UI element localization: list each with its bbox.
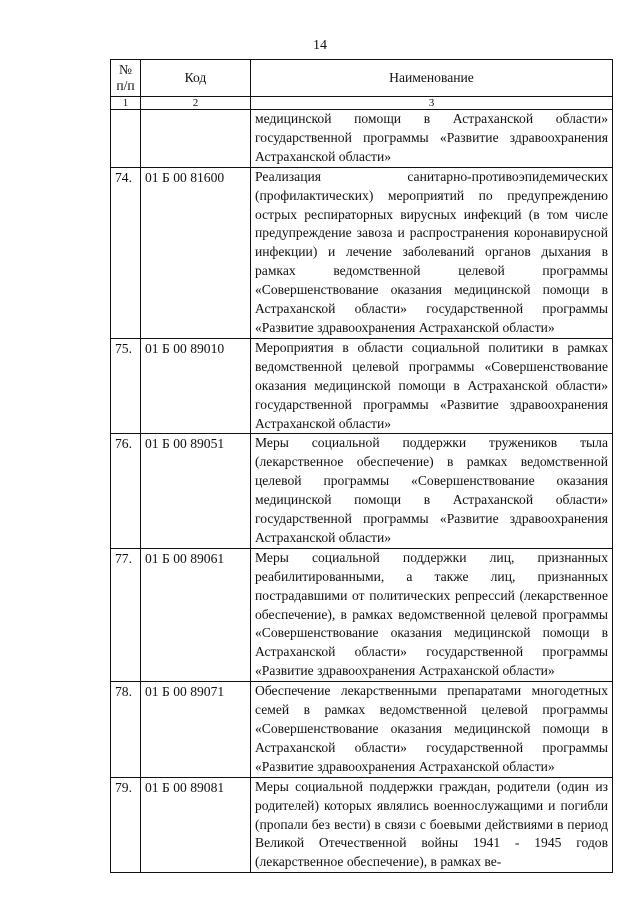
row-name: медицинской помощи в Астраханской области» государственной программы «Развитие здравоохранения Астраханской области» bbox=[251, 110, 613, 168]
row-number: 76. bbox=[111, 434, 141, 548]
row-name: Меры социальной поддержки тружеников тыла (лекарственное обеспечение) в рамках ведомственной целевой программы «Совершенствование оказания медицинской помощи в Астраханской области» государственной программы «Развитие здравоохранения Астраханской области» bbox=[251, 434, 613, 548]
row-code: 01 Б 00 89081 bbox=[141, 777, 251, 873]
row-code: 01 Б 00 81600 bbox=[141, 167, 251, 338]
row-number: 75. bbox=[111, 338, 141, 434]
table-row bbox=[111, 777, 613, 873]
row-code: 01 Б 00 89051 bbox=[141, 434, 251, 548]
row-number: 77. bbox=[111, 548, 141, 681]
column-index-1: 1 bbox=[111, 97, 141, 110]
table-row bbox=[111, 682, 613, 778]
row-number: 79. bbox=[111, 777, 141, 873]
header-name: Наименование bbox=[251, 60, 613, 97]
table-row bbox=[111, 167, 613, 338]
row-name: Реализация санитарно-противоэпидемических (профилактических) мероприятий по предупреждению острых респираторных вирусных инфекций (в том числе предупреждение завоза и распространения коронавирусной инфекции) и лечение заболеваний органов дыхания в рамках ведомственной целевой программы «Совершенствование оказания медицинской помощи в Астраханской области» государственной программы «Развитие здравоохранения Астраханской области» bbox=[251, 167, 613, 338]
row-name: Мероприятия в области социальной политики в рамках ведомственной целевой программы «Совершенствование оказания медицинской помощи в Астраханской области» государственной программы «Развитие здравоохранения Астраханской области» bbox=[251, 338, 613, 434]
table-header-row bbox=[111, 60, 613, 97]
table-row bbox=[111, 338, 613, 434]
row-name: Меры социальной поддержки граждан, родители (один из родителей) которых являлись военнослужащими и погибли (пропали без вести) в связи с боевыми действиями в период Великой Отечественной войны 1941 - 1945 годов (лекарственное обеспечение), в рамках ве- bbox=[251, 777, 613, 873]
table-row bbox=[111, 434, 613, 548]
row-code: 01 Б 00 89061 bbox=[141, 548, 251, 681]
table-row bbox=[111, 548, 613, 681]
row-name: Меры социальной поддержки лиц, признанных реабилитированными, а также лиц, признанных пострадавшими от политических репрессий (лекарственное обеспечение), в рамках ведомственной целевой программы «Совершенствование оказания медицинской помощи в Астраханской области» государственной программы «Развитие здравоохранения Астраханской области» bbox=[251, 548, 613, 681]
table-row bbox=[111, 110, 613, 168]
row-code: 01 Б 00 89071 bbox=[141, 682, 251, 778]
column-index-row bbox=[111, 97, 613, 110]
row-name: Обеспечение лекарственными препаратами многодетных семей в рамках ведомственной целевой программы «Совершенствование оказания медицинской помощи в Астраханской области» государственной программы «Развитие здравоохранения Астраханской области» bbox=[251, 682, 613, 778]
row-code: 01 Б 00 89010 bbox=[141, 338, 251, 434]
column-index-2: 2 bbox=[141, 97, 251, 110]
page-number: 14 bbox=[313, 38, 327, 53]
header-num: № п/п bbox=[111, 60, 141, 97]
budget-codes-table bbox=[110, 59, 613, 873]
row-number: 78. bbox=[111, 682, 141, 778]
row-number: 74. bbox=[111, 167, 141, 338]
row-code bbox=[141, 110, 251, 168]
row-number bbox=[111, 110, 141, 168]
column-index-3: 3 bbox=[251, 97, 613, 110]
header-code: Код bbox=[141, 60, 251, 97]
